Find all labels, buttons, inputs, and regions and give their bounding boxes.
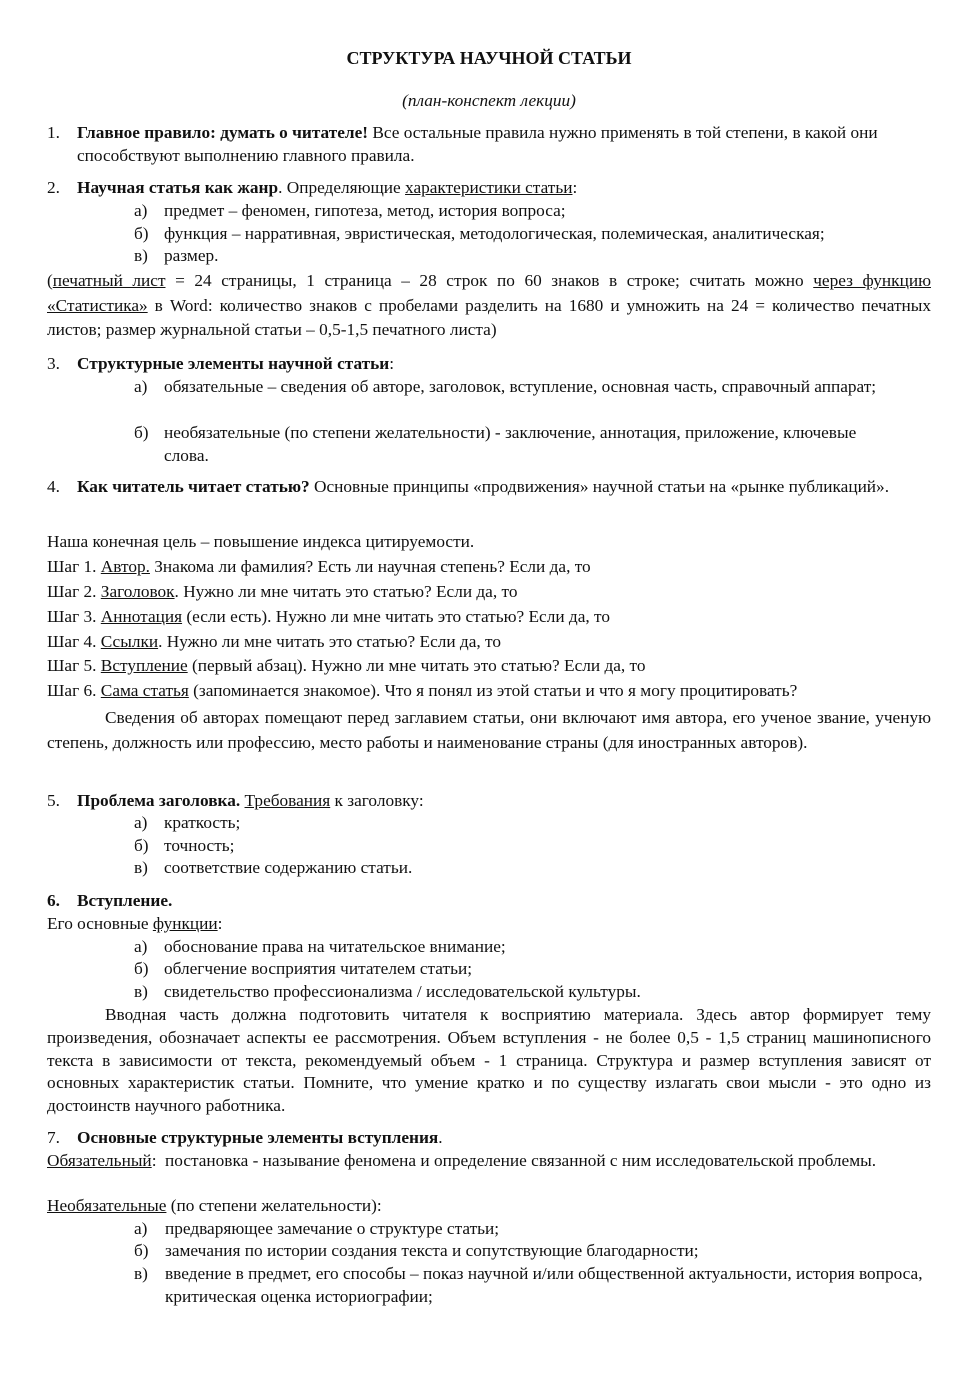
text-run: (запоминается знакомое). Что я понял из этой статьи и что я могу процитировать? [188, 681, 798, 700]
text-run: . Нужно ли мне читать это статью? Если да, то [158, 632, 502, 651]
underlined-term: Вступление [100, 656, 188, 675]
list-item [134, 223, 904, 246]
section-4-text [77, 476, 891, 499]
list-marker: а) [134, 377, 148, 396]
document-title: СТРУКТУРА НАУЧНОЙ СТАТЬИ [346, 48, 632, 68]
section-number: 4. [47, 477, 60, 496]
required-text [165, 1150, 910, 1173]
underlined-term: Аннотация [100, 607, 183, 626]
underlined-term: Сама статья [100, 681, 189, 700]
section-1-text [77, 122, 931, 167]
list-marker: б) [134, 423, 149, 442]
text-run: Его основные [47, 914, 153, 933]
list-marker: б) [134, 224, 149, 243]
text-run: (первый абзац). Нужно ли мне читать это статью? Если да, то [187, 656, 646, 675]
list-item [134, 936, 904, 959]
list-item [134, 1263, 931, 1309]
section-2 [47, 177, 931, 200]
text-run: постановка - называние феномена и определение связанной с ним исследовательской проблемы. [165, 1151, 877, 1170]
underlined-term: Ссылки [100, 632, 159, 651]
text-run: Шаг 1. [47, 557, 101, 576]
list-marker: а) [134, 201, 148, 220]
section-heading: Вступление. [77, 891, 173, 910]
list-text: замечания по истории создания текста и сопутствующие благодарности; [165, 1241, 699, 1260]
underlined-term: Обязательный [47, 1151, 152, 1170]
text-run: : [572, 178, 578, 197]
list-item [134, 981, 904, 1004]
authors-paragraph: Сведения об авторах помещают перед заглавием статьи, они включают имя автора, его ученое звание, ученую степень, должность или профессию, место работы и наименование страны (для иностранных авторов). [47, 708, 931, 752]
underlined-term: печатный лист [52, 271, 166, 290]
list-item [134, 958, 904, 981]
section-6 [47, 890, 931, 913]
list-marker: б) [134, 836, 149, 855]
underlined-term: через функцию «Статистика» [47, 271, 931, 315]
list-text: облегчение восприятия читателем статьи; [164, 959, 473, 978]
list-item [134, 1218, 931, 1241]
section-number: 1. [47, 123, 60, 142]
text-run: ( [47, 271, 53, 290]
list-text: необязательные (по степени желательности) - заключение, аннотация, приложение, ключевые слова. [164, 423, 857, 465]
section-body: Все остальные правила нужно применять в той степени, в какой они способствуют выполнению главного правила. [77, 123, 878, 165]
optional-label [47, 1195, 931, 1218]
text-run: Шаг 5. [47, 656, 101, 675]
document-subtitle: (план-конспект лекции) [402, 91, 576, 110]
list-marker: в) [134, 246, 148, 265]
list-item [134, 812, 904, 835]
text-run: . Определяющие [278, 178, 406, 197]
list-item [134, 376, 904, 422]
section-heading: Основные структурные элементы вступления [77, 1128, 439, 1147]
section-3 [47, 353, 931, 376]
section-4 [47, 476, 931, 522]
section-number: 6. [47, 891, 60, 910]
step-line [47, 556, 931, 579]
list-marker: а) [134, 1219, 148, 1238]
section-number: 5. [47, 791, 60, 810]
list-text: предваряющее замечание о структуре статьи; [165, 1219, 500, 1238]
list-text: точность; [164, 836, 235, 855]
list-text: обоснование права на читательское внимание; [164, 937, 506, 956]
underlined-term: Требования [244, 791, 331, 810]
underlined-term: функции [152, 914, 218, 933]
section-2-text [77, 177, 931, 200]
section-7 [47, 1127, 931, 1150]
list-text: краткость; [164, 813, 241, 832]
underlined-term: Заголовок [100, 582, 175, 601]
step-line [47, 581, 931, 604]
list-marker: в) [134, 858, 148, 877]
list-item [134, 1240, 931, 1263]
functions-intro [47, 913, 931, 936]
section-heading: Проблема заголовка. [77, 791, 241, 810]
text-run: к заголовку: [330, 791, 424, 810]
intro-paragraph: Вводная часть должна подготовить читателя к восприятию материала. Здесь автор формирует тему произведения, обозначает аспекты ее рассмотрения. Объем вступления - не более 0,5 - 1,5 страниц машинописного текста в зависимости от текста, рекомендуемый объем - 1 страница. Структура и размер вступления зависят от основных характеристик статьи. Помните, что умение кратко и по существу излагать свои мысли - это одно из достоинств научного работника. [47, 1005, 931, 1116]
section-1 [47, 122, 931, 168]
list-text: размер. [164, 246, 219, 265]
step-line [47, 680, 931, 703]
section-body: Основные принципы «продвижения» научной статьи на «рынке публикаций». [309, 477, 890, 496]
section-7-text [77, 1127, 931, 1150]
text-run: Знакома ли фамилия? Есть ли научная степень? Если да, то [149, 557, 591, 576]
underlined-term: Автор. [100, 557, 150, 576]
section-3-text [77, 353, 931, 376]
list-marker: а) [134, 813, 148, 832]
underlined-term: Необязательные [47, 1196, 167, 1215]
list-text: свидетельство профессионализма / исследовательской культуры. [164, 982, 641, 1001]
text-run: . Нужно ли мне читать это статью? Если да, то [174, 582, 518, 601]
list-marker: в) [134, 1264, 148, 1283]
step-line [47, 606, 931, 629]
step-line [47, 655, 931, 678]
list-item [134, 200, 904, 223]
section-heading: Структурные элементы научной статьи [77, 354, 390, 373]
list-item [134, 835, 904, 858]
list-marker: б) [134, 1241, 149, 1260]
list-text: обязательные – сведения об авторе, заголовок, вступление, основная часть, справочный аппарат; [164, 377, 877, 396]
size-note [47, 269, 931, 343]
text-run: = 24 страницы, 1 страница – 28 строк по 60 знаков в строке; считать можно [165, 271, 814, 290]
section-number: 2. [47, 178, 60, 197]
step-line [47, 631, 931, 654]
list-item [134, 857, 904, 880]
section-number: 7. [47, 1128, 60, 1147]
text-run: Шаг 2. [47, 582, 101, 601]
list-item [134, 422, 904, 468]
text-run: . [438, 1128, 443, 1147]
goal-line: Наша конечная цель – повышение индекса цитируемости. [47, 532, 475, 551]
text-run: Шаг 6. [47, 681, 101, 700]
list-marker: в) [134, 982, 148, 1001]
text-run: (если есть). Нужно ли мне читать это статью? Если да, то [182, 607, 610, 626]
text-run: Шаг 4. [47, 632, 101, 651]
section-heading: Главное правило: думать о читателе! [77, 123, 368, 142]
text-run: в Word: количество знаков с пробелами разделить на 1680 и умножить на 24 = количество печатных листов; размер журнальной статьи – 0,5-1,5 печатного листа) [47, 295, 931, 339]
list-item [134, 245, 904, 268]
text-run: : [217, 914, 223, 933]
underlined-term: характеристики статьи [405, 178, 573, 197]
list-marker: а) [134, 937, 148, 956]
list-text: предмет – феномен, гипотеза, метод, история вопроса; [164, 201, 566, 220]
text-run: : [151, 1151, 157, 1170]
list-marker: б) [134, 959, 149, 978]
list-text: функция – нарративная, эвристическая, методологическая, полемическая, аналитическая; [164, 224, 825, 243]
list-text: введение в предмет, его способы – показ научной и/или общественной актуальности, история вопроса, критическая оценка историографии; [165, 1264, 923, 1306]
section-5-text [77, 790, 931, 813]
section-5 [47, 790, 931, 813]
list-text: соответствие содержанию статьи. [164, 858, 413, 877]
section-heading: Как читатель читает статью? [77, 477, 310, 496]
section-heading: Научная статья как жанр [77, 178, 279, 197]
text-run: : [389, 354, 395, 373]
text-run: (по степени желательности): [166, 1196, 382, 1215]
section-number: 3. [47, 354, 60, 373]
text-run: Шаг 3. [47, 607, 101, 626]
